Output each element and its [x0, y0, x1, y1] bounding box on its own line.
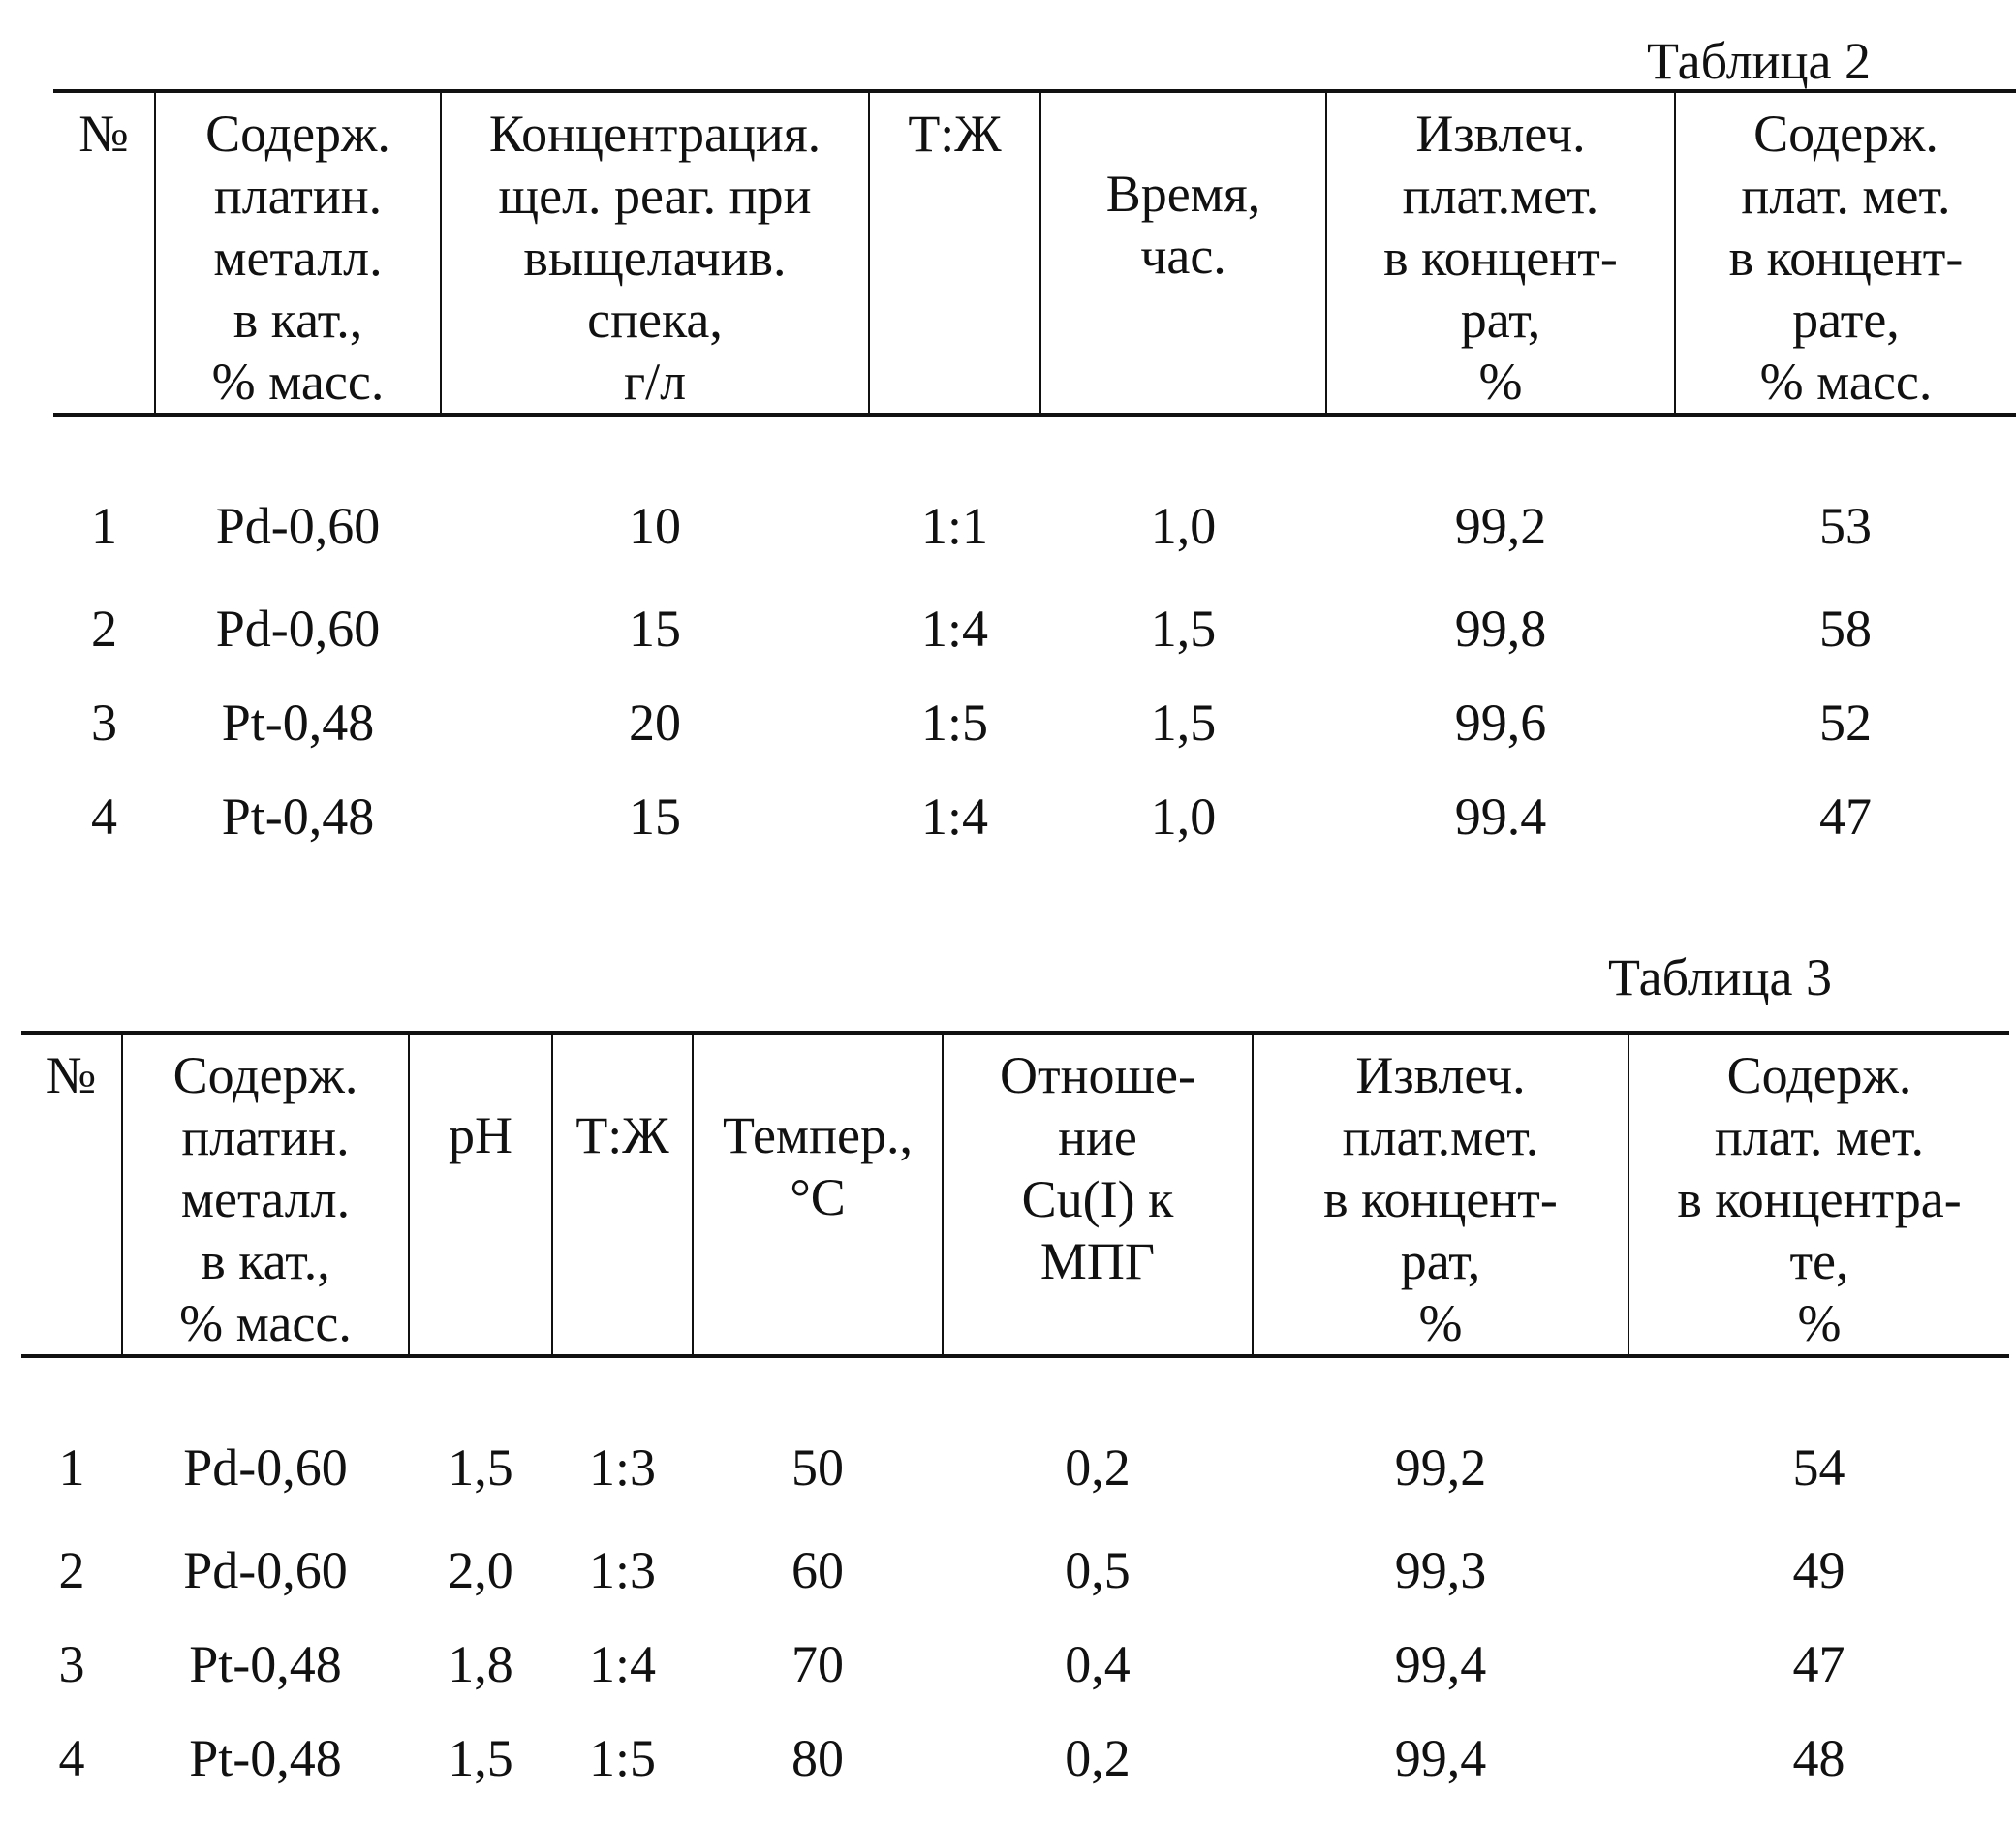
table3-header-platinum-content: Содерж. платин. металл. в кат., % масс. [122, 1033, 409, 1356]
table3-cell: Pd-0,60 [183, 1540, 348, 1599]
table3-cell: Pt-0,48 [189, 1634, 342, 1693]
table2-cell: 20 [629, 693, 681, 752]
table2-caption: Таблица 2 [1647, 32, 1871, 90]
table2-cell: 1:1 [920, 497, 988, 555]
table2-cell: Pd-0,60 [215, 497, 381, 555]
table2-cell: 2 [91, 599, 117, 658]
table2-cell: 1,0 [1150, 497, 1217, 555]
table-row [53, 581, 2016, 675]
table3-cell: 1:3 [588, 1540, 656, 1599]
table2-header-recovery: Извлеч. плат.мет. в концент- рат, % [1326, 91, 1675, 415]
table2-cell: 99,6 [1454, 693, 1547, 752]
table3-header-concentrate-content: Содерж. плат. мет. в концентра- те, % [1628, 1033, 2009, 1356]
table-row [53, 769, 2016, 863]
table2-header-number: № [53, 91, 155, 415]
table3-cell: 54 [1792, 1438, 1845, 1497]
table3-cell: 60 [791, 1540, 844, 1599]
table2-cell: 1,0 [1150, 787, 1217, 846]
table3-cell: 99,4 [1394, 1728, 1487, 1787]
table3 [21, 1031, 2009, 1805]
table3-cell: Pt-0,48 [189, 1728, 342, 1787]
table2-header-row [53, 91, 2016, 415]
table2-cell: Pt-0,48 [221, 787, 375, 846]
table3-cell: 0,4 [1065, 1634, 1131, 1693]
table3-cell: 70 [791, 1634, 844, 1693]
table2-cell: 58 [1819, 599, 1872, 658]
table2-cell: 4 [91, 787, 117, 846]
table2-header-alkali-concentration: Концентрация. щел. реаг. при выщелачив. спека, г/л [441, 91, 869, 415]
table2-cell: 47 [1819, 787, 1872, 846]
table3-cell: 1 [58, 1438, 85, 1497]
table3-cell: 0,5 [1065, 1540, 1131, 1599]
table2-header-concentrate-content: Содерж. плат. мет. в концент- рате, % масс. [1675, 91, 2016, 415]
table3-header-temperature: Темпер., °С [693, 1033, 943, 1356]
table2-cell: 10 [629, 497, 681, 555]
table3-caption: Таблица 3 [1608, 948, 1832, 1006]
table2-cell: 1:4 [920, 787, 988, 846]
table2-cell: 15 [629, 787, 681, 846]
table2 [53, 89, 2016, 863]
table3-cell: 1:5 [588, 1728, 656, 1787]
table2-cell: 99,8 [1454, 599, 1547, 658]
table3-cell: 48 [1792, 1728, 1845, 1787]
table3-cell: 1,5 [448, 1728, 513, 1787]
table2-cell: 99,2 [1454, 497, 1547, 555]
table3-cell: 4 [58, 1728, 85, 1787]
table-row [21, 1523, 2009, 1617]
table2-cell: Pd-0,60 [215, 599, 381, 658]
table3-header-solid-liquid-ratio: Т:Ж [552, 1033, 693, 1356]
table2-cell: 1,5 [1150, 693, 1217, 752]
table3-cell: 80 [791, 1728, 844, 1787]
table-row [21, 1412, 2009, 1523]
table3-cell: 0,2 [1065, 1438, 1131, 1497]
table3-cell: Pd-0,60 [183, 1438, 348, 1497]
table3-cell: 0,2 [1065, 1728, 1131, 1787]
table3-cell: 1,8 [448, 1634, 513, 1693]
table3-cell: 49 [1792, 1540, 1845, 1599]
table3-cell: 2 [58, 1540, 85, 1599]
table3-cell: 50 [791, 1438, 844, 1497]
table3-header-row [21, 1033, 2009, 1356]
table3-cell: 99,2 [1394, 1438, 1487, 1497]
table3-header-copper-ratio: Отноше- ние Cu(I) к МПГ [943, 1033, 1253, 1356]
table3-header-ph: pH [409, 1033, 552, 1356]
table2-cell: Pt-0,48 [221, 693, 375, 752]
table3-cell: 3 [58, 1634, 85, 1693]
table3-cell: 1:3 [588, 1438, 656, 1497]
table-row [53, 675, 2016, 769]
table3-cell: 1,5 [448, 1438, 513, 1497]
table2-cell: 15 [629, 599, 681, 658]
table2-header-time: Время, час. [1040, 91, 1326, 415]
table2-cell: 99.4 [1454, 787, 1547, 846]
table3-header-recovery: Извлеч. плат.мет. в концент- рат, % [1253, 1033, 1628, 1356]
table2-cell: 1:5 [920, 693, 988, 752]
table2-cell: 1:4 [920, 599, 988, 658]
table2-header-platinum-content: Содерж. платин. металл. в кат., % масс. [155, 91, 441, 415]
table2-cell: 1,5 [1150, 599, 1217, 658]
table3-cell: 99,4 [1394, 1634, 1487, 1693]
table2-cell: 3 [91, 693, 117, 752]
table-row [21, 1617, 2009, 1711]
table3-cell: 1:4 [588, 1634, 656, 1693]
table2-header-solid-liquid-ratio: Т:Ж [869, 91, 1040, 415]
table-row [53, 471, 2016, 581]
table3-cell: 2,0 [448, 1540, 513, 1599]
table3-cell: 47 [1792, 1634, 1845, 1693]
table-row [21, 1711, 2009, 1805]
table2-cell: 53 [1819, 497, 1872, 555]
table2-cell: 52 [1819, 693, 1872, 752]
table3-header-number: № [21, 1033, 122, 1356]
table3-cell: 99,3 [1394, 1540, 1487, 1599]
table2-cell: 1 [91, 497, 117, 555]
